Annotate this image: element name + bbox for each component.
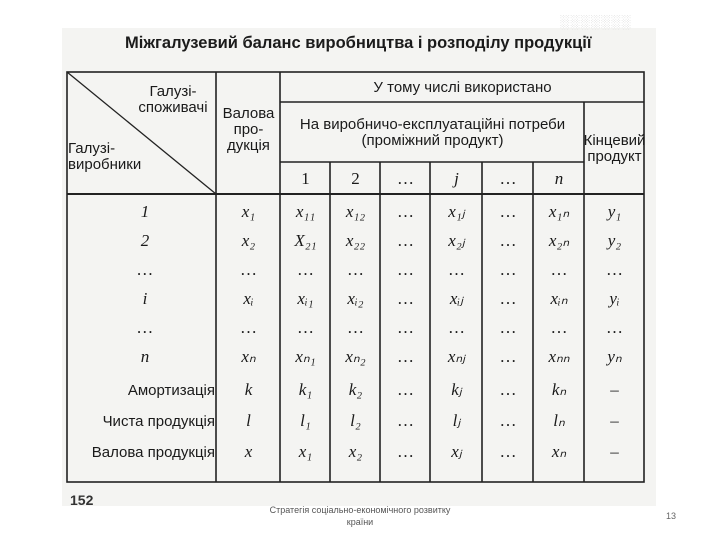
slide-footer-caption: Стратегія соціально-економічного розвитку країни [269, 505, 451, 527]
table-cell: xₙ [551, 442, 567, 461]
table-cell: x [244, 442, 253, 461]
table-cell: xₙ₁ [295, 347, 316, 366]
table-cell: … [499, 289, 517, 308]
table-cell: xᵢ₁ [297, 289, 314, 308]
table-cell: x₂ [348, 442, 363, 461]
table-cell: … [397, 380, 414, 399]
table-cell: … [550, 318, 568, 337]
table-cell: xᵢ [243, 289, 254, 308]
table-cell: xₙⱼ [447, 347, 466, 366]
table-cell: x₂₂ [345, 231, 366, 250]
table-cell: … [499, 380, 517, 399]
table-cell: … [347, 260, 364, 279]
table-cell: … [297, 260, 314, 279]
table-cell: x₁ [241, 202, 256, 221]
table-cell: … [347, 318, 364, 337]
table-cell: … [240, 260, 257, 279]
table-cell: xₙ₂ [345, 347, 366, 366]
table-cell: xⱼ [451, 442, 462, 461]
table-cell: … [397, 318, 414, 337]
table-cell: xₙₙ [548, 347, 570, 366]
table-cell: k₂ [348, 380, 363, 399]
table-cell: lₙ [553, 411, 565, 430]
table-cell: x₂ⱼ [448, 231, 465, 250]
table-cell: … [499, 442, 517, 461]
row-label: Чиста продукція [102, 412, 215, 430]
table-cell: k [244, 380, 253, 399]
table-cell: x₁ⱼ [448, 202, 465, 221]
table-cell: l₂ [350, 411, 361, 430]
table-cell: … [397, 442, 414, 461]
table-cell: xᵢ₂ [347, 289, 364, 308]
row-label: 2 [140, 231, 150, 250]
table-cell: kₙ [551, 380, 567, 399]
table-cell: … [397, 202, 414, 221]
corner-consumers-label: Галузі- споживачі [138, 83, 208, 116]
table-cell: … [397, 231, 414, 250]
intermediate-product-header: На виробничо-експлуатаційні потреби (проміжний продукт) [299, 115, 566, 149]
table-cell: … [448, 260, 465, 279]
table-cell: … [397, 289, 414, 308]
gross-product-header: Валова про- дукція [222, 105, 275, 154]
table-cell: – [610, 442, 619, 461]
col-label: … [499, 168, 517, 188]
table-cell: … [448, 318, 465, 337]
col-label: n [554, 168, 564, 188]
table-cell: l₁ [300, 411, 311, 430]
col-label: … [397, 168, 414, 188]
row-label: 1 [140, 202, 150, 221]
table-cell: … [499, 347, 517, 366]
table-cell: … [397, 260, 414, 279]
row-label: Валова продукція [91, 443, 215, 461]
table-cell: – [610, 380, 619, 399]
table-cell: … [499, 260, 517, 279]
final-product-header: Кінцевий продукт [583, 131, 646, 165]
table-cell: … [499, 318, 517, 337]
table-cell: k₁ [298, 380, 313, 399]
row-label: n [140, 347, 150, 366]
table-cell: – [610, 411, 619, 430]
scan-page-number: 152 [70, 492, 94, 508]
corner-producers-label: Галузі- виробники [68, 140, 142, 173]
table-cell: x₁₂ [345, 202, 366, 221]
table-cell: x₁ [298, 442, 313, 461]
table-cell: … [499, 202, 517, 221]
table-cell: yᵢ [609, 289, 620, 308]
row-label: Амортизація [127, 381, 215, 399]
col-label: 1 [301, 168, 310, 188]
table-cell: x₂ [241, 231, 256, 250]
table-cell: x₁₁ [295, 202, 316, 221]
table-cell: … [499, 411, 517, 430]
table-cell: … [499, 231, 517, 250]
table-cell: kⱼ [451, 380, 462, 399]
table-cell: y₁ [607, 202, 622, 221]
col-label: 2 [351, 168, 360, 188]
col-label: j [454, 168, 459, 188]
table-cell: xᵢⱼ [449, 289, 464, 308]
row-label: i [142, 289, 148, 308]
table-cell: … [297, 318, 314, 337]
row-label: … [137, 260, 153, 279]
table-cell: … [397, 347, 414, 366]
table-cell: … [606, 318, 623, 337]
table-cell: xₙ [241, 347, 256, 366]
bleed-through-text: ░░░░░░░ [560, 14, 632, 29]
row-label: … [137, 318, 153, 337]
table-cell: lⱼ [452, 411, 461, 430]
table-cell: y₂ [607, 231, 622, 250]
table-cell: … [397, 411, 414, 430]
table-cell: … [550, 260, 568, 279]
table-cell: x₁ₙ [548, 202, 570, 221]
table-title: Міжгалузевий баланс виробництва і розподілу продукції [125, 34, 592, 52]
slide-number: 13 [666, 511, 677, 521]
used-header: У тому числі використано [373, 78, 552, 96]
table-cell: … [606, 260, 623, 279]
table-cell: xᵢₙ [550, 289, 568, 308]
table-cell: l [246, 411, 251, 430]
table-cell: yₙ [607, 347, 622, 366]
table-cell: X₂₁ [294, 231, 317, 250]
table-cell: x₂ₙ [548, 231, 570, 250]
table-cell: … [240, 318, 257, 337]
